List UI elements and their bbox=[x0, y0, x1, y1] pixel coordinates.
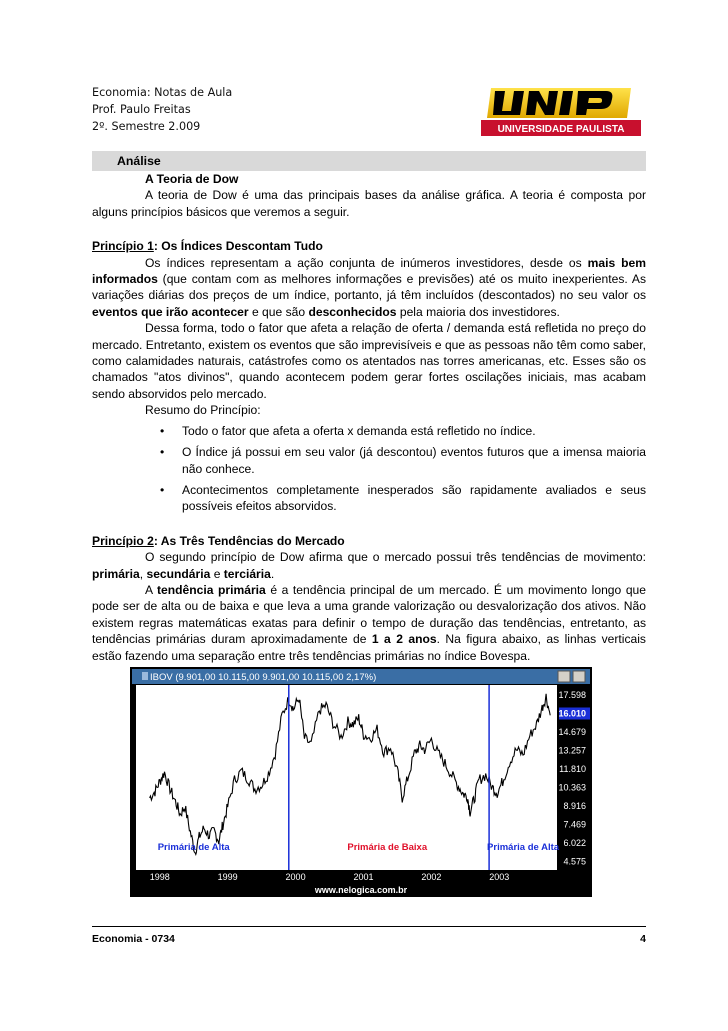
y-tick-label: 16.010 bbox=[558, 708, 586, 719]
chart-source: www.nelogica.com.br bbox=[314, 885, 408, 895]
y-tick-label: 8.916 bbox=[563, 801, 586, 811]
page-number: 4 bbox=[640, 933, 646, 945]
principle-1-paragraph-2: Dessa forma, todo o fator que afeta a relação de oferta / demanda está refletida no preço do mercado. Entretanto, existem os eventos que são imprevisíveis e que as pessoas não têm como saber, como calamidades naturais, catástrofes como os atentados nas torres americanas, etc. Esses são os chamados "atos divinos", quando acontecem podem gerar fortes oscilações iniciais, mas acabam sendo absorvidos pelo mercado. bbox=[92, 321, 646, 401]
y-tick-label: 11.810 bbox=[559, 764, 586, 774]
y-tick-label: 7.469 bbox=[563, 819, 586, 830]
resumo-list bbox=[92, 423, 646, 515]
x-tick-label: 2000 bbox=[285, 872, 306, 882]
list-item: • Todo o fator que afeta a oferta x demanda está refletido no índice. bbox=[160, 423, 536, 438]
x-tick-label: 2001 bbox=[353, 872, 374, 882]
y-tick-label: 14.679 bbox=[558, 727, 586, 737]
list-item: • O Índice já possui em seu valor (já descontou) eventos futuros que a imensa maioria não conhece. bbox=[160, 445, 646, 476]
x-tick-label: 1999 bbox=[217, 872, 238, 882]
header-professor: Prof. Paulo Freitas bbox=[92, 103, 191, 116]
unip-logo bbox=[481, 84, 641, 137]
principle-1-paragraph: Os índices representam a ação conjunta de inúmeros investidores, desde os mais bem informados (que contam com as melhores informações e previsões) até os muito inexperientes. As variações diárias dos preços de um índice, portanto, já têm incluídos (descontados) no seu valor os eventos que irão acontecer e que são desconhecidos pela maioria dos investidores. bbox=[92, 255, 646, 319]
ibov-chart bbox=[130, 667, 592, 897]
trend-label-3: Primária de Alta bbox=[487, 842, 560, 853]
section-banner bbox=[92, 151, 646, 171]
list-item: • Acontecimentos completamente inesperados são rapidamente avaliados e seus possíveis efeitos absorvidos. bbox=[160, 482, 646, 514]
maximize-icon bbox=[573, 671, 585, 682]
svg-text:UNIVERSIDADE PAULISTA: UNIVERSIDADE PAULISTA bbox=[497, 124, 625, 135]
footer-divider bbox=[92, 926, 646, 927]
principle-2-paragraph: O segundo princípio de Dow afirma que o mercado possui três tendências de movimento: primária, secundária e terciária. bbox=[92, 550, 646, 581]
document-body bbox=[92, 171, 646, 664]
resumo-label: Resumo do Princípio: bbox=[145, 403, 261, 418]
principle-2-heading: Princípio 2: As Três Tendências do Mercado bbox=[92, 533, 345, 548]
minimize-icon bbox=[558, 671, 570, 682]
document-header bbox=[92, 84, 232, 135]
x-tick-label: 2003 bbox=[489, 872, 510, 882]
y-tick-label: 10.363 bbox=[558, 782, 586, 793]
principle-1-heading: Princípio 1: Os Índices Descontam Tudo bbox=[92, 239, 323, 254]
chart-title: IBOV (9.901,00 10.115,00 9.901,00 10.115,00 2,17%) bbox=[150, 672, 377, 683]
trend-label-2: Primária de Baixa bbox=[347, 842, 428, 853]
principle-2-paragraph-2: A tendência primária é a tendência principal de um mercado. É um movimento longo que pode ser de alta ou de baixa e que leva a uma grande valorização ou desvalorização dos ativos. Não existem regras matemáticas exatas para definir o tempo de duração das tendências, entretanto, as tendências primárias duram aproximadamente de 1 a 2 anos. Na figura abaixo, as linhas verticais estão fazendo uma separação entre três tendências primárias no índice Bovespa. bbox=[92, 582, 647, 663]
section-title: Análise bbox=[117, 154, 161, 168]
header-course: Economia: Notas de Aula bbox=[92, 86, 233, 99]
page-footer bbox=[92, 933, 646, 945]
y-tick-label: 6.022 bbox=[563, 838, 586, 848]
trend-label-1: Primária de Alta bbox=[157, 842, 230, 853]
y-tick-label: 17.598 bbox=[558, 690, 586, 700]
y-tick-label: 13.257 bbox=[558, 745, 586, 756]
chart-window-icon bbox=[142, 672, 148, 680]
header-semester: 2º. Semestre 2.009 bbox=[92, 120, 201, 133]
y-tick-label: 4.575 bbox=[563, 856, 586, 867]
footer-course: Economia - 0734 bbox=[92, 933, 175, 945]
subtitle: A Teoria de Dow bbox=[145, 172, 239, 186]
x-tick-label: 1998 bbox=[149, 872, 170, 882]
x-tick-label: 2002 bbox=[421, 872, 442, 882]
intro-paragraph: A teoria de Dow é uma das principais bases da análise gráfica. A teoria é composta por alguns princípios básicos que veremos a seguir. bbox=[92, 188, 646, 219]
